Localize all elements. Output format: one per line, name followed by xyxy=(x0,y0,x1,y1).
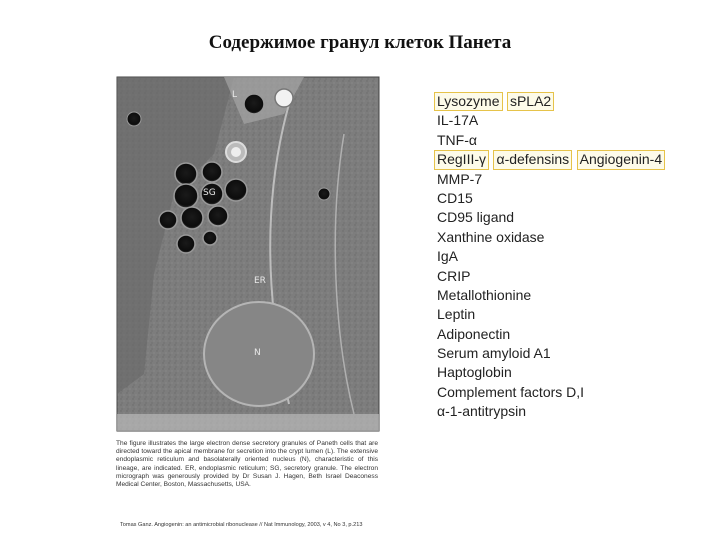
list-item: Serum amyloid A1 xyxy=(437,345,551,362)
list-item: IgA xyxy=(437,248,459,265)
list-item: CD95 ligand xyxy=(437,209,515,226)
citation: Tomas Ganz. Angiogenin: an antimicrobial ribonuclease // Nat Immunology, 2003, v 4, No 3, p.213 xyxy=(120,522,363,528)
list-item: α-1-antitrypsin xyxy=(437,403,527,420)
list-item: Metallothionine xyxy=(437,286,532,303)
list-item: MMP-7 xyxy=(437,170,483,187)
slide-title: Содержимое гранул клеток Панета xyxy=(208,32,512,53)
list-item: RegIII-γ xyxy=(434,150,489,169)
electron-micrograph xyxy=(114,74,382,434)
list-item: sPLA2 xyxy=(507,92,554,111)
list-item: Leptin xyxy=(437,306,476,323)
nucleus-label: N xyxy=(254,348,261,358)
list-item: Haptoglobin xyxy=(437,364,512,381)
list-item: Lysozyme xyxy=(434,92,503,111)
list-item: α-defensins xyxy=(493,150,572,169)
list-item: Xanthine oxidase xyxy=(437,228,545,245)
list-item: TNF-α xyxy=(437,131,477,148)
paneth-granule-contents-list xyxy=(434,92,665,422)
list-item: Adiponectin xyxy=(437,325,511,342)
granule-label: SG xyxy=(203,188,216,198)
list-item: CRIP xyxy=(437,267,471,284)
figure-panel xyxy=(114,74,382,434)
list-item: CD15 xyxy=(437,189,473,206)
list-item: IL-17A xyxy=(437,112,479,129)
list-item: Complement factors D,I xyxy=(437,383,585,400)
er-label: ER xyxy=(254,276,266,286)
figure-caption: The figure illustrates the large electron dense secretory granules of Paneth cells that are directed toward the apical membrane for secretion into the crypt lumen (L). The extensive endoplasmic reticulum and basolaterally oriented nucleus (N), characteristic of this lineage, are indicated. ER, endoplasmic reticulum; SG, secretory granule. The electron micrograph was generously provided by Dr Susan J. Hagen, Beth Israel Deaconess Medical Center, Boston, Massachusetts, USA. xyxy=(116,440,378,489)
list-item: Angiogenin-4 xyxy=(577,150,666,169)
lumen-label: L xyxy=(232,90,238,100)
